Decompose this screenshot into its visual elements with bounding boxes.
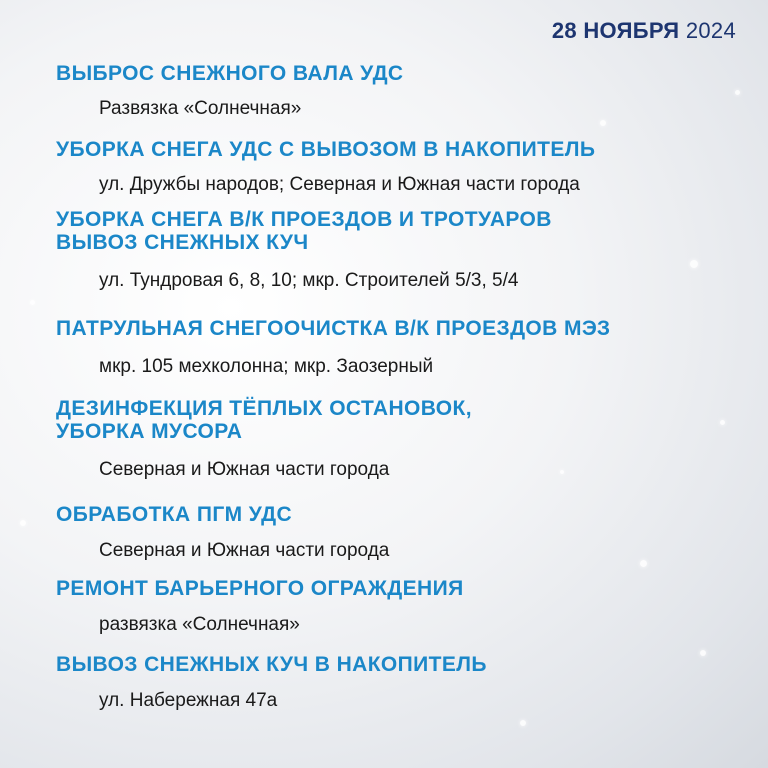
- work-item: [56, 653, 746, 723]
- date-header: [552, 18, 736, 44]
- work-heading: РЕМОНТ БАРЬЕРНОГО ОГРАЖДЕНИЯ: [56, 577, 464, 600]
- works-list: [56, 58, 746, 723]
- work-item: [56, 317, 746, 393]
- work-heading: ВЫБРОС СНЕЖНОГО ВАЛА УДС: [56, 62, 404, 85]
- work-item: [56, 138, 746, 198]
- work-item: [56, 208, 746, 318]
- work-detail: Северная и Южная части города: [99, 540, 390, 561]
- work-heading: ОБРАБОТКА ПГМ УДС: [56, 503, 293, 526]
- date-day-month: 28 НОЯБРЯ: [551, 18, 680, 43]
- snowflake: [20, 520, 26, 526]
- work-item: [56, 577, 746, 653]
- work-heading: ДЕЗИНФЕКЦИЯ ТЁПЛЫХ ОСТАНОВОК, УБОРКА МУСОРА: [56, 397, 472, 443]
- work-detail: ул. Тундровая 6, 8, 10; мкр. Строителей 5/3, 5/4: [99, 270, 519, 291]
- work-item: [56, 397, 746, 503]
- work-detail: ул. Дружбы народов; Северная и Южная части города: [99, 174, 580, 195]
- work-detail: Северная и Южная части города: [99, 459, 390, 480]
- work-heading: УБОРКА СНЕГА В/К ПРОЕЗДОВ И ТРОТУАРОВ ВЫВОЗ СНЕЖНЫХ КУЧ: [56, 208, 552, 254]
- work-detail: мкр. 105 мехколонна; мкр. Заозерный: [99, 356, 434, 377]
- work-detail: Развязка «Солнечная»: [99, 98, 302, 119]
- work-heading: ПАТРУЛЬНАЯ СНЕГООЧИСТКА В/К ПРОЕЗДОВ МЭЗ: [56, 317, 611, 340]
- snowflake: [30, 300, 35, 305]
- work-heading: УБОРКА СНЕГА УДС С ВЫВОЗОМ В НАКОПИТЕЛЬ: [56, 138, 596, 161]
- work-heading: ВЫВОЗ СНЕЖНЫХ КУЧ В НАКОПИТЕЛЬ: [56, 653, 487, 676]
- work-detail: развязка «Солнечная»: [99, 614, 300, 635]
- work-item: [56, 58, 746, 148]
- work-detail: ул. Набережная 47а: [99, 690, 278, 711]
- date-year: 2024: [685, 18, 736, 43]
- work-item: [56, 503, 746, 577]
